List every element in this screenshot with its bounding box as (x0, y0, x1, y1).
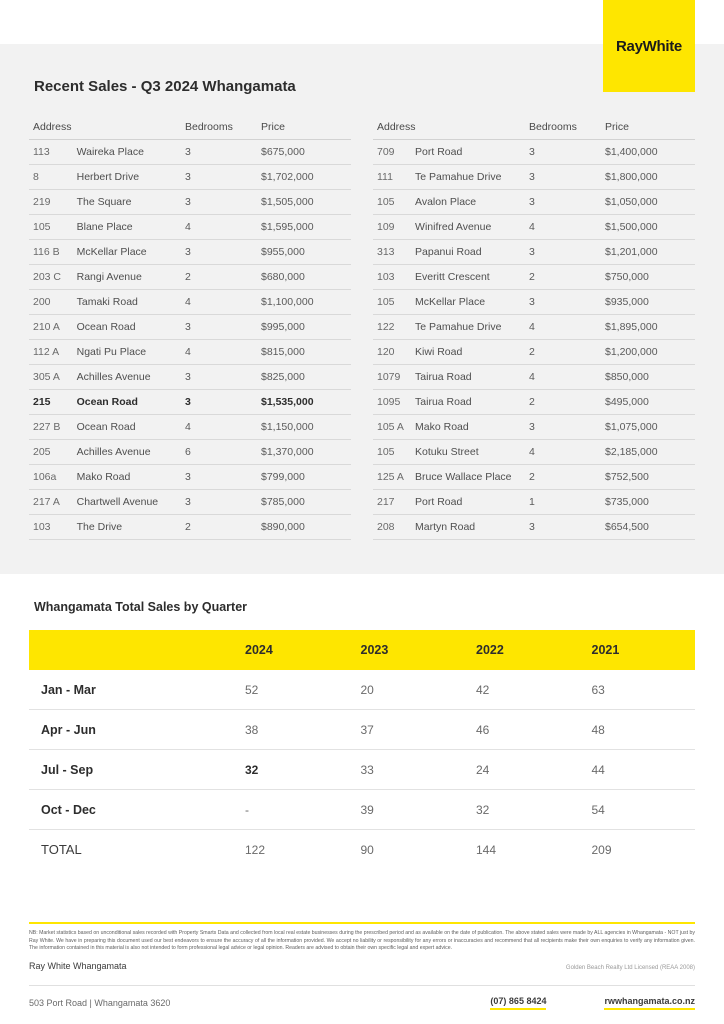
cell-street-name: Mako Road (411, 415, 525, 440)
cell-bedrooms: 6 (181, 440, 257, 465)
table-header-row (29, 121, 351, 140)
cell-street-name: Ocean Road (73, 390, 181, 415)
cell-street-name: Martyn Road (411, 515, 525, 540)
cell-street-name: Kiwi Road (411, 340, 525, 365)
cell-street-number: 116 B (29, 240, 73, 265)
table-row (29, 315, 351, 340)
cell-street-name: Ocean Road (73, 415, 181, 440)
cell-price: $995,000 (257, 315, 351, 340)
cell-price: $1,500,000 (601, 215, 695, 240)
quarter-value: 33 (349, 750, 465, 790)
cell-street-name: Ocean Road (73, 315, 181, 340)
column-header-bedrooms: Bedrooms (181, 121, 257, 140)
cell-bedrooms: 3 (181, 390, 257, 415)
quarter-value: 37 (349, 710, 465, 750)
cell-street-name: Bruce Wallace Place (411, 465, 525, 490)
cell-street-name: Herbert Drive (73, 165, 181, 190)
quarter-value: 44 (580, 750, 696, 790)
cell-bedrooms: 4 (181, 290, 257, 315)
cell-price: $815,000 (257, 340, 351, 365)
column-header-address: Address (29, 121, 181, 140)
quarter-value: 42 (464, 670, 580, 710)
cell-price: $1,895,000 (601, 315, 695, 340)
quarter-value: 52 (233, 670, 349, 710)
cell-street-number: 203 C (29, 265, 73, 290)
cell-street-number: 217 A (29, 490, 73, 515)
cell-price: $890,000 (257, 515, 351, 540)
table-row (29, 515, 351, 540)
table-row (29, 140, 351, 165)
cell-price: $1,400,000 (601, 140, 695, 165)
cell-street-number: 105 (373, 290, 411, 315)
table-row (29, 440, 351, 465)
cell-bedrooms: 3 (525, 515, 601, 540)
cell-street-name: The Square (73, 190, 181, 215)
quarter-value: 54 (580, 790, 696, 830)
cell-bedrooms: 3 (525, 415, 601, 440)
footer-branch-row (29, 961, 695, 985)
cell-street-name: Ngati Pu Place (73, 340, 181, 365)
quarter-row (29, 670, 695, 710)
contacts-group (490, 996, 695, 1010)
quarter-label: Oct - Dec (29, 790, 233, 830)
cell-bedrooms: 4 (181, 415, 257, 440)
cell-street-number: 103 (373, 265, 411, 290)
table-row (373, 240, 695, 265)
table-row (373, 490, 695, 515)
table-row (29, 265, 351, 290)
column-header-bedrooms: Bedrooms (525, 121, 601, 140)
table-row (373, 265, 695, 290)
cell-price: $1,201,000 (601, 240, 695, 265)
licence-text: Golden Beach Realty Ltd Licensed (REAA 2008) (565, 965, 695, 971)
table-row (373, 140, 695, 165)
cell-bedrooms: 3 (181, 240, 257, 265)
branch-name: Ray White Whangamata (29, 961, 127, 971)
cell-street-name: Kotuku Street (411, 440, 525, 465)
table-row (373, 515, 695, 540)
cell-street-name: Rangi Avenue (73, 265, 181, 290)
column-header-price: Price (257, 121, 351, 140)
table-row (29, 415, 351, 440)
table-row (29, 165, 351, 190)
cell-bedrooms: 4 (525, 440, 601, 465)
cell-bedrooms: 2 (181, 515, 257, 540)
cell-bedrooms: 3 (525, 165, 601, 190)
table-row (29, 215, 351, 240)
cell-street-name: The Drive (73, 515, 181, 540)
cell-street-number: 120 (373, 340, 411, 365)
table-row (373, 315, 695, 340)
cell-street-number: 8 (29, 165, 73, 190)
quarter-header-year: 2023 (349, 630, 465, 670)
cell-price: $935,000 (601, 290, 695, 315)
table-row (29, 365, 351, 390)
quarterly-sales-table (29, 630, 695, 869)
quarter-value: 209 (591, 842, 612, 857)
cell-street-number: 125 A (373, 465, 411, 490)
cell-bedrooms: 2 (181, 265, 257, 290)
cell-bedrooms: 2 (525, 265, 601, 290)
cell-street-name: Papanui Road (411, 240, 525, 265)
cell-price: $1,505,000 (257, 190, 351, 215)
table-header-row (373, 121, 695, 140)
quarter-header-corner (29, 630, 233, 670)
quarter-row (29, 750, 695, 790)
cell-price: $2,185,000 (601, 440, 695, 465)
disclaimer-text: NB: Market statistics based on unconditional sales recorded with Property Smarts Data and collected from local real estate businesses during the prescribed period and as available on the date of publication. The above stated sales were made by ALL agencies in Whangamata - NOT just by Ray White. We have in preparing this document used our best endeavors to ensure the accuracy of all the information provided. We accept no liability or responsibility for any errors or inaccuracies and recommend that all recipients make their own enquiries to verify any information given. The information contained in this material is also not intended to form professional legal advice or legal opinion. Readers are advised to obtain their own specific legal and expert advice. (29, 930, 695, 952)
quarter-header-year: 2021 (580, 630, 696, 670)
footer-contact-bar (29, 985, 695, 1024)
cell-bedrooms: 4 (181, 215, 257, 240)
cell-street-name: Tairua Road (411, 390, 525, 415)
page-footer (0, 922, 724, 1024)
table-row (29, 340, 351, 365)
cell-price: $654,500 (601, 515, 695, 540)
cell-street-number: 1079 (373, 365, 411, 390)
quarter-label: Jul - Sep (29, 750, 233, 790)
quarter-value: 46 (464, 710, 580, 750)
page-header (0, 0, 724, 55)
cell-bedrooms: 3 (525, 190, 601, 215)
quarter-header-row (29, 630, 695, 670)
cell-bedrooms: 3 (181, 165, 257, 190)
cell-price: $1,050,000 (601, 190, 695, 215)
column-header-price: Price (601, 121, 695, 140)
quarter-value: 48 (580, 710, 696, 750)
cell-bedrooms: 3 (181, 315, 257, 340)
cell-price: $850,000 (601, 365, 695, 390)
cell-bedrooms: 3 (525, 140, 601, 165)
cell-street-number: 1095 (373, 390, 411, 415)
quarter-value: 39 (349, 790, 465, 830)
quarter-value: 24 (464, 750, 580, 790)
cell-street-number: 313 (373, 240, 411, 265)
cell-street-number: 105 (29, 215, 73, 240)
quarter-label: TOTAL (41, 842, 82, 857)
page-title: Recent Sales - Q3 2024 Whangamata (34, 78, 296, 95)
cell-street-name: Blane Place (73, 215, 181, 240)
table-row (29, 490, 351, 515)
cell-street-name: Te Pamahue Drive (411, 165, 525, 190)
cell-street-number: 217 (373, 490, 411, 515)
recent-sales-panel (0, 44, 724, 574)
cell-street-name: Tairua Road (411, 365, 525, 390)
table-row (373, 415, 695, 440)
cell-bedrooms: 3 (181, 365, 257, 390)
website-link[interactable]: rwwhangamata.co.nz (604, 996, 695, 1010)
quarter-value: 122 (245, 842, 266, 857)
cell-bedrooms: 4 (525, 365, 601, 390)
cell-street-number: 109 (373, 215, 411, 240)
cell-street-name: Winifred Avenue (411, 215, 525, 240)
cell-street-name: McKellar Place (411, 290, 525, 315)
cell-price: $752,500 (601, 465, 695, 490)
cell-street-name: Avalon Place (411, 190, 525, 215)
cell-street-number: 103 (29, 515, 73, 540)
cell-bedrooms: 2 (525, 340, 601, 365)
quarter-value: 38 (233, 710, 349, 750)
cell-price: $750,000 (601, 265, 695, 290)
table-row (373, 465, 695, 490)
table-row (373, 290, 695, 315)
table-row (373, 340, 695, 365)
quarter-row (29, 710, 695, 750)
cell-price: $1,100,000 (257, 290, 351, 315)
cell-bedrooms: 4 (181, 340, 257, 365)
cell-street-name: Port Road (411, 140, 525, 165)
office-address: 503 Port Road | Whangamata 3620 (29, 998, 171, 1008)
cell-bedrooms: 2 (525, 465, 601, 490)
quarter-value: 144 (476, 842, 497, 857)
quarter-value: 63 (580, 670, 696, 710)
cell-bedrooms: 3 (525, 290, 601, 315)
cell-street-number: 305 A (29, 365, 73, 390)
cell-street-number: 105 (373, 190, 411, 215)
cell-price: $1,535,000 (257, 390, 351, 415)
quarter-value: - (233, 790, 349, 830)
quarter-header-year: 2024 (233, 630, 349, 670)
cell-street-number: 122 (373, 315, 411, 340)
cell-bedrooms: 4 (525, 215, 601, 240)
cell-bedrooms: 3 (181, 190, 257, 215)
logo-text: RayWhite (616, 37, 682, 55)
table-row (29, 465, 351, 490)
cell-street-name: Waireka Place (73, 140, 181, 165)
table-row (373, 440, 695, 465)
cell-price: $825,000 (257, 365, 351, 390)
quarter-header-year: 2022 (464, 630, 580, 670)
cell-price: $1,370,000 (257, 440, 351, 465)
cell-price: $1,800,000 (601, 165, 695, 190)
footer-accent-rule (29, 922, 695, 924)
summary-title: Whangamata Total Sales by Quarter (34, 600, 248, 614)
cell-street-name: Te Pamahue Drive (411, 315, 525, 340)
cell-street-number: 113 (29, 140, 73, 165)
sales-table-left (29, 121, 351, 540)
quarter-value: 20 (349, 670, 465, 710)
cell-bedrooms: 2 (525, 390, 601, 415)
quarter-value: 90 (360, 842, 374, 857)
cell-price: $799,000 (257, 465, 351, 490)
cell-price: $1,150,000 (257, 415, 351, 440)
quarter-value: 32 (233, 750, 349, 790)
cell-price: $1,702,000 (257, 165, 351, 190)
cell-price: $495,000 (601, 390, 695, 415)
ray-white-logo (603, 0, 695, 92)
cell-bedrooms: 3 (181, 465, 257, 490)
cell-street-number: 219 (29, 190, 73, 215)
sales-table-left-column (29, 121, 351, 540)
cell-street-name: Chartwell Avenue (73, 490, 181, 515)
cell-street-number: 210 A (29, 315, 73, 340)
table-row (29, 290, 351, 315)
cell-street-name: Achilles Avenue (73, 440, 181, 465)
cell-street-number: 709 (373, 140, 411, 165)
cell-street-number: 205 (29, 440, 73, 465)
cell-street-number: 111 (373, 165, 411, 190)
cell-street-name: Everitt Crescent (411, 265, 525, 290)
cell-bedrooms: 3 (181, 140, 257, 165)
cell-street-name: Port Road (411, 490, 525, 515)
cell-bedrooms: 4 (525, 315, 601, 340)
quarter-value: 32 (464, 790, 580, 830)
sales-tables-wrapper (29, 121, 695, 540)
table-row (373, 215, 695, 240)
table-row (373, 390, 695, 415)
table-row (373, 190, 695, 215)
cell-price: $735,000 (601, 490, 695, 515)
quarterly-summary-section (0, 574, 724, 869)
cell-street-number: 200 (29, 290, 73, 315)
cell-street-number: 106a (29, 465, 73, 490)
table-row (29, 190, 351, 215)
cell-price: $1,075,000 (601, 415, 695, 440)
cell-street-name: Tamaki Road (73, 290, 181, 315)
table-row (29, 240, 351, 265)
table-row (373, 165, 695, 190)
quarter-label: Apr - Jun (29, 710, 233, 750)
cell-bedrooms: 3 (525, 240, 601, 265)
cell-street-number: 227 B (29, 415, 73, 440)
table-row (29, 390, 351, 415)
cell-street-number: 105 A (373, 415, 411, 440)
cell-street-name: McKellar Place (73, 240, 181, 265)
cell-street-number: 112 A (29, 340, 73, 365)
cell-price: $955,000 (257, 240, 351, 265)
column-header-address: Address (373, 121, 525, 140)
quarter-row (29, 830, 695, 870)
cell-price: $1,200,000 (601, 340, 695, 365)
cell-price: $680,000 (257, 265, 351, 290)
quarter-label: Jan - Mar (29, 670, 233, 710)
sales-table-right (373, 121, 695, 540)
cell-street-number: 215 (29, 390, 73, 415)
cell-street-name: Achilles Avenue (73, 365, 181, 390)
cell-bedrooms: 3 (181, 490, 257, 515)
quarter-row (29, 790, 695, 830)
cell-street-number: 105 (373, 440, 411, 465)
table-row (373, 365, 695, 390)
cell-street-number: 208 (373, 515, 411, 540)
sales-table-right-column (373, 121, 695, 540)
cell-price: $1,595,000 (257, 215, 351, 240)
cell-bedrooms: 1 (525, 490, 601, 515)
cell-street-name: Mako Road (73, 465, 181, 490)
cell-price: $785,000 (257, 490, 351, 515)
cell-price: $675,000 (257, 140, 351, 165)
phone-number[interactable]: (07) 865 8424 (490, 996, 546, 1010)
